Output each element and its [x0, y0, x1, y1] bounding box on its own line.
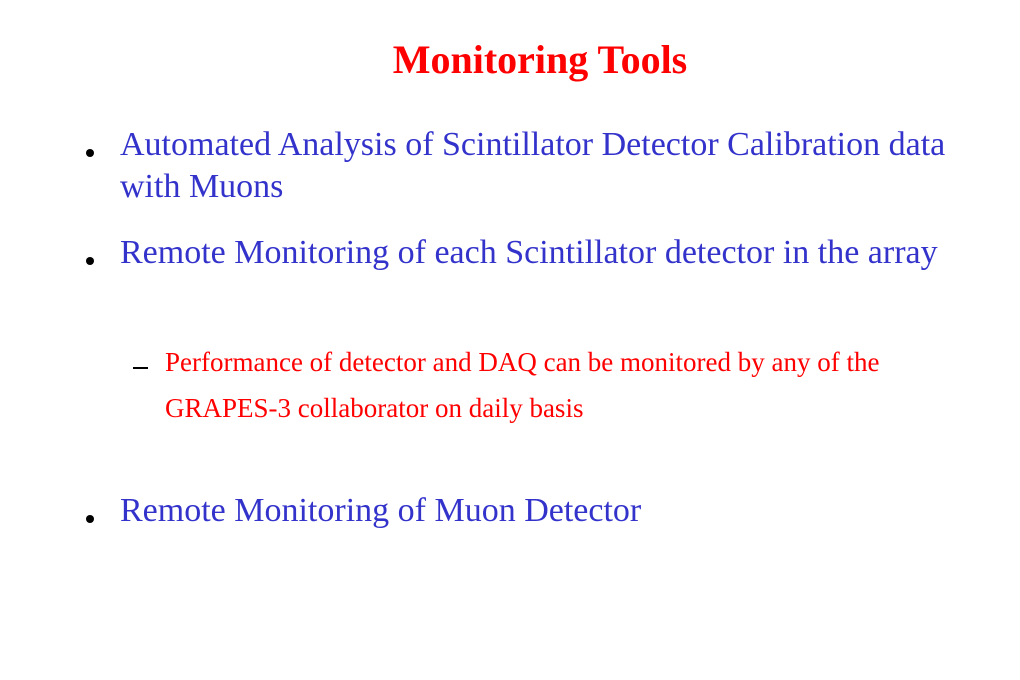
bullet-dot-icon — [86, 149, 94, 157]
bullet-item-2: Remote Monitoring of each Scintillator detector in the array — [120, 234, 938, 271]
sub-bullet-dash-icon — [133, 367, 148, 369]
slide-title: Monitoring Tools — [392, 37, 688, 82]
sub-bullet-item-1: Performance of detector and DAQ can be monitored by any of the GRAPES-3 collaborator on daily basis — [165, 347, 880, 423]
bullet-item-1: Automated Analysis of Scintillator Detector Calibration data with Muons — [120, 126, 946, 205]
bullet-item-3: Remote Monitoring of Muon Detector — [120, 492, 642, 529]
bullet-dot-icon — [86, 257, 94, 265]
bullet-dot-icon — [86, 515, 94, 523]
